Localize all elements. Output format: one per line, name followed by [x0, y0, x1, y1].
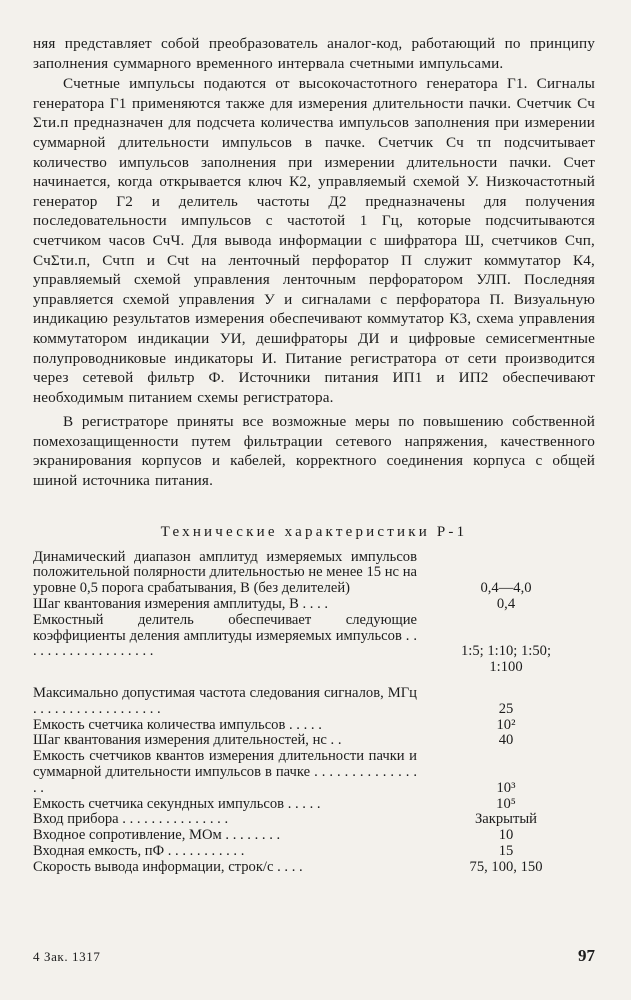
- paragraph-2: Счетные импульсы подаются от высокочастотного генератора Г1. Сигналы генератора Г1 применяются также для измерения длительности пачки. Счетчик Сч Στи.п предназначен для подсчета количества импульсов заполнения при измерении суммарной длительности импульсов в пачке. Счетчик Сч τп подсчитывает количество импульсов заполнения при измерении длительности пачки. Счет начинается, когда открывается ключ К2, управляемый схемой У. Низкочастотный генератор Г2 и делитель частоты Д2 предназначены для получения последовательности импульсов с частотой 1 Гц, которые подсчитываются счетчиком часов СчЧ. Для вывода информации с шифратора Ш, счетчиков Счп, СчΣτи.п, Счτп и Счt на ленточный перфоратор П служит коммутатор К4, управляемый схемой управления ленточным перфоратором УЛП. Последняя управляется схемой управления У и сигналами с перфоратора П. Визуальную индикацию результатов измерения обеспечивают коммутатор К3, схема управления коммутатором индикации УИ, дешифраторы ДИ и цифровые семисегментные полупроводниковые индикаторы И. Питание регистратора от сети производится через сетевой фильтр Ф. Источники питания ИП1 и ИП2 обеспечивают необходимым питанием схемы регистратора.: [33, 75, 595, 406]
- spec-row: [33, 828, 595, 844]
- spec-value: 15: [498, 843, 514, 859]
- spec-value: 25: [498, 700, 514, 717]
- spec-row: [33, 550, 595, 597]
- spec-value: 10⁵: [496, 795, 516, 812]
- spec-name: Вход прибора . . . . . . . . . . . . . . .: [33, 811, 229, 828]
- spec-name: Динамический диапазон амплитуд измеряемых импульсов положительной полярности длительностью не менее 15 нс на уровне 0,5 порога срабатывания, В (без делителей): [33, 548, 417, 597]
- spec-row: [33, 844, 595, 860]
- spec-value: 0,4—4,0: [480, 580, 532, 597]
- paragraph-3: В регистраторе приняты все возможные меры по повышению собственной помехозащищенности путем фильтрации сетевого напряжения, качественного экранирования корпусов и кабелей, корректного соединения корпуса с общей шиной источника питания.: [33, 413, 595, 490]
- spec-name: Максимально допустимая частота следования сигналов, МГц . . . . . . . . . . . . . . . . . .: [33, 685, 417, 717]
- spec-value: 40: [498, 732, 514, 749]
- spec-row: [33, 613, 595, 660]
- spec-value-extra: 1:100: [489, 659, 523, 676]
- spec-name: Емкость счетчика количества импульсов . . . . .: [33, 716, 322, 733]
- spec-value: 10: [498, 827, 514, 844]
- page-number: 97: [578, 946, 595, 965]
- page-footer: [33, 946, 595, 966]
- spec-value: 1:5; 1:10; 1:50;: [461, 643, 551, 660]
- spec-row: [33, 749, 595, 796]
- spec-value: 75, 100, 150: [469, 858, 543, 875]
- spec-row: [33, 797, 595, 813]
- spec-name: Емкость счетчиков квантов измерения длительности пачки и суммарной длительности импульсов в пачке . . . . . . . . . . . . . . . .: [33, 748, 417, 796]
- spec-value: Закрытый: [475, 811, 537, 828]
- spec-name: Входная емкость, пФ . . . . . . . . . . .: [33, 843, 245, 859]
- spec-value: 10³: [496, 779, 516, 796]
- section-title: Технические характеристики Р-1: [160, 523, 468, 540]
- document-page: [33, 34, 595, 876]
- paragraph-1: няя представляет собой преобразователь аналог-код, работающий по принципу заполнения суммарного временного интервала счетными импульсами.: [33, 35, 595, 72]
- printer-signature: 4 Зак. 1317: [33, 949, 101, 964]
- spec-name: Входное сопротивление, МОм . . . . . . . .: [33, 827, 281, 844]
- spec-row: [33, 597, 595, 613]
- spec-row: [33, 686, 595, 718]
- spec-row: [33, 860, 595, 876]
- spec-row: [33, 718, 595, 734]
- spec-row: [33, 733, 595, 749]
- spec-row: [33, 812, 595, 828]
- spec-value: 10²: [496, 716, 516, 733]
- spec-name: Шаг квантования измерения длительностей, нс . .: [33, 732, 342, 749]
- spec-value: 0,4: [496, 596, 516, 613]
- spec-name: Емкостный делитель обеспечивает следующие коэффициенты деления амплитуды измеряемых импульсов . . . . . . . . . . . . . . . . . . .: [33, 611, 417, 660]
- spec-name: Скорость вывода информации, строк/с . . . .: [33, 858, 303, 875]
- spec-name: Емкость счетчика секундных импульсов . . . . .: [33, 795, 321, 812]
- spec-table: [33, 550, 595, 876]
- spec-name: Шаг квантования измерения амплитуды, В . . . .: [33, 596, 329, 613]
